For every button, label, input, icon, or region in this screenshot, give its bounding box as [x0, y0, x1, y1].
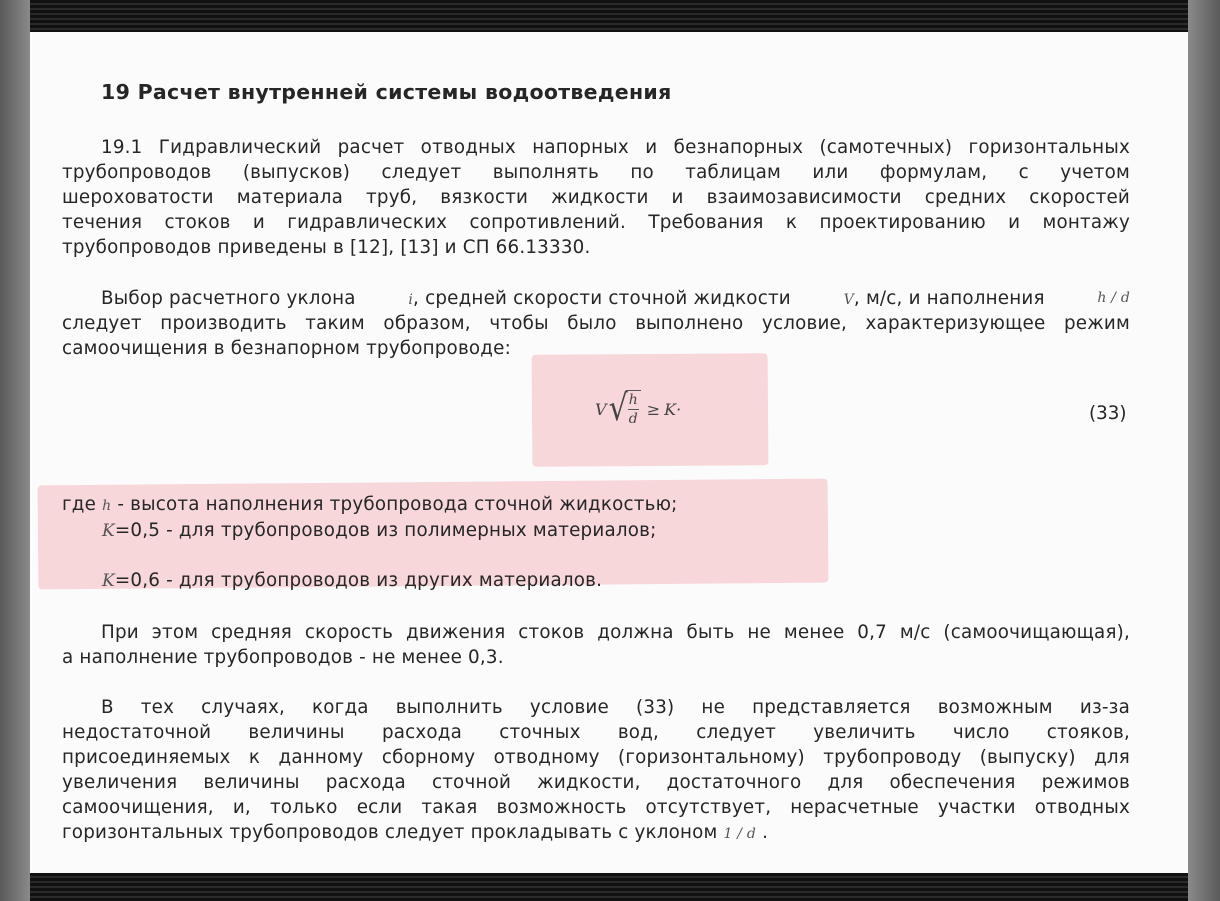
- paragraph-min-speed: [62, 620, 1130, 670]
- where-h-text: - высота наполнения трубопровода сточной жидкостью;: [117, 494, 678, 515]
- paragraph-line: следует производить таким образом, чтобы было выполнено условие, характеризующее режим: [62, 313, 1130, 334]
- paragraph-cases: [62, 695, 1130, 845]
- variable-slope: 1 / d: [723, 826, 757, 842]
- variable-i: i: [408, 292, 414, 308]
- text-fragment: .: [762, 822, 769, 843]
- formula-v: V: [595, 399, 607, 419]
- equation-number: (33): [1089, 403, 1127, 424]
- text-fragment: , м/с, и наполнения: [853, 288, 1045, 309]
- fraction: [626, 390, 641, 428]
- paragraph-line: [62, 820, 1130, 845]
- where-k1-text: =0,5 - для трубопроводов из полимерных материалов;: [114, 520, 657, 541]
- paragraph-line: При этом средняя скорость движения стоков должна быть не менее 0,7 м/с (самоочищающая),: [101, 622, 1130, 643]
- paragraph-line: увеличения величины расхода сточной жидкости, достаточного для обеспечения режимов: [62, 772, 1130, 793]
- bottom-bar: [30, 873, 1188, 901]
- text-fragment: горизонтальных трубопроводов следует прокладывать с уклоном: [62, 822, 718, 843]
- paragraph-line: присоединяемых к данному сборному отводному (горизонтальному) трубопроводу (выпуску) для: [62, 747, 1130, 768]
- paragraph-slope-selection: [62, 286, 1130, 361]
- fraction-numerator: h: [628, 392, 638, 408]
- paragraph-line: В тех случаях, когда выполнить условие (33) не представляется возможным из-за: [101, 697, 1130, 718]
- frame-right-edge: [1188, 0, 1220, 901]
- variable-hd: h / d: [1097, 290, 1130, 306]
- where-h-line: [62, 494, 678, 515]
- paragraph-line: недостаточной величины расхода сточных вод, следует увеличить число стояков,: [62, 722, 1130, 743]
- paragraph-line: самоочищения, и, только если такая возможность отсутствует, нерасчетные участки отводных: [62, 797, 1130, 818]
- paragraph-line: течения стоков и гидравлических сопротивлений. Требования к проектированию и монтажу: [62, 212, 1130, 233]
- paragraph-line: шероховатости материала труб, вязкости жидкости и взаимозависимости средних скоростей: [62, 187, 1130, 208]
- fraction-denominator: d: [628, 411, 638, 427]
- variable-k: K: [102, 521, 115, 541]
- where-prefix: где: [62, 494, 97, 515]
- radical-sign: √: [608, 387, 628, 430]
- formula-tail: ·: [676, 399, 682, 419]
- text-fragment: Выбор расчетного уклона: [101, 288, 356, 309]
- where-k2-line: [102, 570, 602, 591]
- sqrt: [608, 387, 641, 430]
- formula-33: [595, 387, 682, 430]
- where-k1-line: [102, 520, 656, 541]
- text-fragment: , средней скорости сточной жидкости: [413, 288, 791, 309]
- paragraph-line: 19.1 Гидравлический расчет отводных напорных и безнапорных (самотечных) горизонтальных: [101, 137, 1130, 158]
- variable-v: V: [843, 292, 854, 308]
- paragraph-line: а наполнение трубопроводов - не менее 0,3.: [62, 647, 504, 668]
- formula-ge: ≥: [646, 399, 661, 419]
- formula-k: K: [664, 399, 677, 419]
- paragraph-line: трубопроводов (выпусков) следует выполнять по таблицам или формулам, с учетом: [62, 162, 1130, 183]
- where-k2-text: =0,6 - для трубопроводов из других материалов.: [114, 570, 603, 591]
- document-page: [30, 32, 1188, 873]
- top-bar: [30, 0, 1188, 32]
- section-heading: 19 Расчет внутренней системы водоотведения: [101, 80, 672, 104]
- paragraph-line: самоочищения в безнапорном трубопроводе:: [62, 338, 511, 359]
- paragraph-line: трубопроводов приведены в [12], [13] и СП 66.13330.: [62, 237, 591, 258]
- variable-k: K: [102, 571, 115, 591]
- frame-left-edge: [0, 0, 30, 901]
- variable-h: h: [102, 498, 112, 514]
- paragraph-19-1: [62, 135, 1130, 260]
- paragraph-line: [62, 286, 1130, 311]
